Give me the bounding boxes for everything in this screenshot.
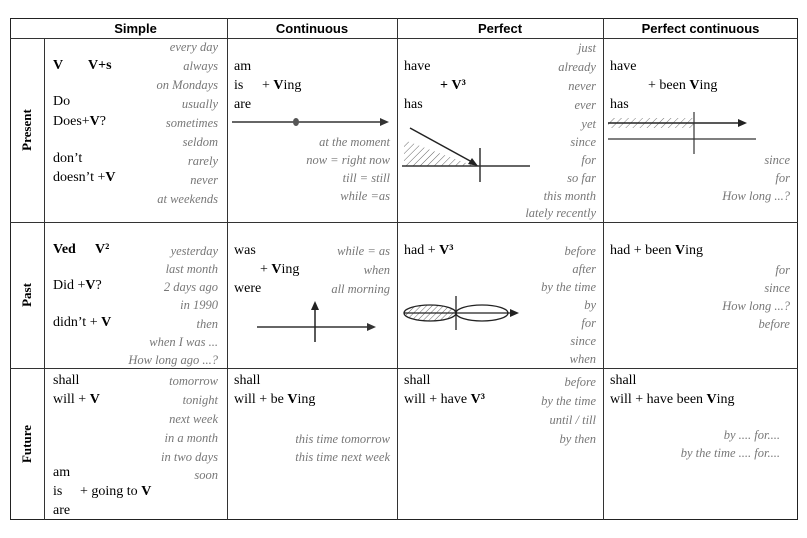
time-marker: until / till: [549, 413, 596, 427]
timeline-now-diagram: [232, 112, 392, 132]
column-divider: [227, 18, 228, 520]
time-marker: tomorrow: [169, 374, 218, 388]
form-text: + Ving: [260, 262, 300, 277]
present-perfect-diagram: [402, 120, 532, 185]
time-marker: after: [572, 262, 596, 276]
time-marker: then: [196, 317, 218, 331]
form-text: didn’t + V: [53, 315, 112, 330]
time-marker: last month: [165, 262, 218, 276]
time-marker: while = as: [337, 244, 390, 258]
form-text: V: [53, 58, 64, 73]
row-divider: [10, 222, 798, 223]
header-divider: [10, 38, 798, 39]
time-marker: soon: [194, 468, 218, 482]
row-label-future: Future: [19, 424, 35, 464]
time-marker: How long ago ...?: [128, 353, 218, 367]
column-divider: [397, 18, 398, 520]
time-marker: by the time: [541, 280, 596, 294]
form-text: has: [610, 97, 629, 112]
time-marker: now = right now: [306, 153, 390, 167]
form-text: have: [404, 59, 431, 74]
form-text: will + have V³: [404, 392, 485, 407]
form-text: had + V³: [404, 243, 454, 258]
time-marker: ever: [574, 98, 596, 112]
form-text: are: [234, 97, 252, 112]
time-marker: tonight: [182, 393, 218, 407]
time-marker: on Mondays: [156, 78, 218, 92]
form-text: were: [234, 281, 262, 296]
form-text: Ved: [53, 242, 76, 257]
time-marker: while =as: [340, 189, 390, 203]
present-perfect-continuous-diagram: [606, 112, 761, 157]
time-marker: yet: [581, 117, 596, 131]
time-marker: before: [564, 244, 596, 258]
time-marker: when: [363, 263, 390, 277]
time-marker: usually: [181, 97, 218, 111]
time-marker: rarely: [187, 154, 218, 168]
time-marker: before: [758, 317, 790, 331]
time-marker: never: [190, 173, 218, 187]
time-marker: for: [775, 263, 790, 277]
form-text: shall: [404, 373, 431, 388]
form-text: V+s: [88, 58, 112, 73]
time-marker: all morning: [331, 282, 390, 296]
form-text: was: [234, 243, 256, 258]
time-marker: since: [570, 135, 596, 149]
time-marker: when I was ...: [149, 335, 218, 349]
time-marker: at weekends: [157, 192, 218, 206]
form-text: are: [53, 503, 71, 518]
time-marker: always: [183, 59, 218, 73]
time-marker: in two days: [161, 450, 218, 464]
time-marker: till = still: [342, 171, 390, 185]
form-text: + been Ving: [648, 78, 718, 93]
form-text: Do: [53, 94, 71, 109]
header-continuous: Continuous: [275, 21, 349, 36]
time-marker: yesterday: [170, 244, 218, 258]
time-marker: sometimes: [165, 116, 218, 130]
past-perfect-diagram: [402, 296, 527, 331]
column-divider: [603, 18, 604, 520]
form-text: + Ving: [262, 78, 302, 93]
row-label-past: Past: [19, 283, 34, 307]
time-marker: How long ...?: [722, 189, 790, 203]
form-text: Did +V?: [53, 278, 102, 293]
form-text: will + V: [53, 392, 100, 407]
time-marker: since: [570, 334, 596, 348]
form-text: am: [53, 465, 71, 480]
form-text: shall: [234, 373, 261, 388]
row-label-present: Present: [19, 109, 35, 151]
time-marker: in 1990: [180, 298, 218, 312]
time-marker: this time next week: [295, 450, 390, 464]
time-marker: for: [581, 153, 596, 167]
form-text: V²: [95, 242, 110, 257]
time-marker: by .... for....: [723, 428, 780, 442]
form-text: am: [234, 59, 252, 74]
time-marker: by then: [559, 432, 596, 446]
time-marker: for: [581, 316, 596, 330]
header-perfect-continuous: Perfect continuous: [641, 21, 760, 36]
time-marker: before: [564, 375, 596, 389]
form-text: + V³: [440, 78, 466, 93]
form-text: will + be Ving: [234, 392, 316, 407]
time-marker: How long ...?: [722, 299, 790, 313]
time-marker: at the moment: [319, 135, 390, 149]
row-label-divider: [44, 38, 45, 520]
time-marker: for: [775, 171, 790, 185]
form-text: have: [610, 59, 637, 74]
time-marker: in a month: [164, 431, 218, 445]
timeline-past-point-diagram: [255, 300, 380, 345]
form-text: shall: [610, 373, 637, 388]
time-marker: next week: [169, 412, 218, 426]
header-perfect: Perfect: [477, 21, 523, 36]
form-text: is: [53, 484, 63, 499]
time-marker: since: [764, 153, 790, 167]
time-marker: lately recently: [525, 206, 596, 220]
form-text: has: [404, 97, 423, 112]
time-marker: this month: [543, 189, 596, 203]
time-marker: so far: [567, 171, 596, 185]
form-text: Does+V?: [53, 114, 107, 129]
time-marker: 2 days ago: [163, 280, 218, 294]
time-marker: by the time .... for....: [680, 446, 780, 460]
form-text: + going to V: [80, 484, 152, 499]
form-text: doesn’t +V: [53, 170, 116, 185]
time-marker: this time tomorrow: [295, 432, 390, 446]
time-marker: already: [558, 60, 596, 74]
time-marker: never: [568, 79, 596, 93]
form-text: is: [234, 78, 244, 93]
time-marker: by: [584, 298, 596, 312]
time-marker: by the time: [541, 394, 596, 408]
time-marker: since: [764, 281, 790, 295]
form-text: had + been Ving: [610, 243, 704, 258]
form-text: don’t: [53, 151, 83, 166]
time-marker: seldom: [182, 135, 218, 149]
time-marker: just: [577, 41, 596, 55]
header-simple: Simple: [114, 21, 157, 36]
time-marker: every day: [169, 40, 218, 54]
time-marker: when: [569, 352, 596, 366]
form-text: will + have been Ving: [610, 392, 735, 407]
form-text: shall: [53, 373, 80, 388]
